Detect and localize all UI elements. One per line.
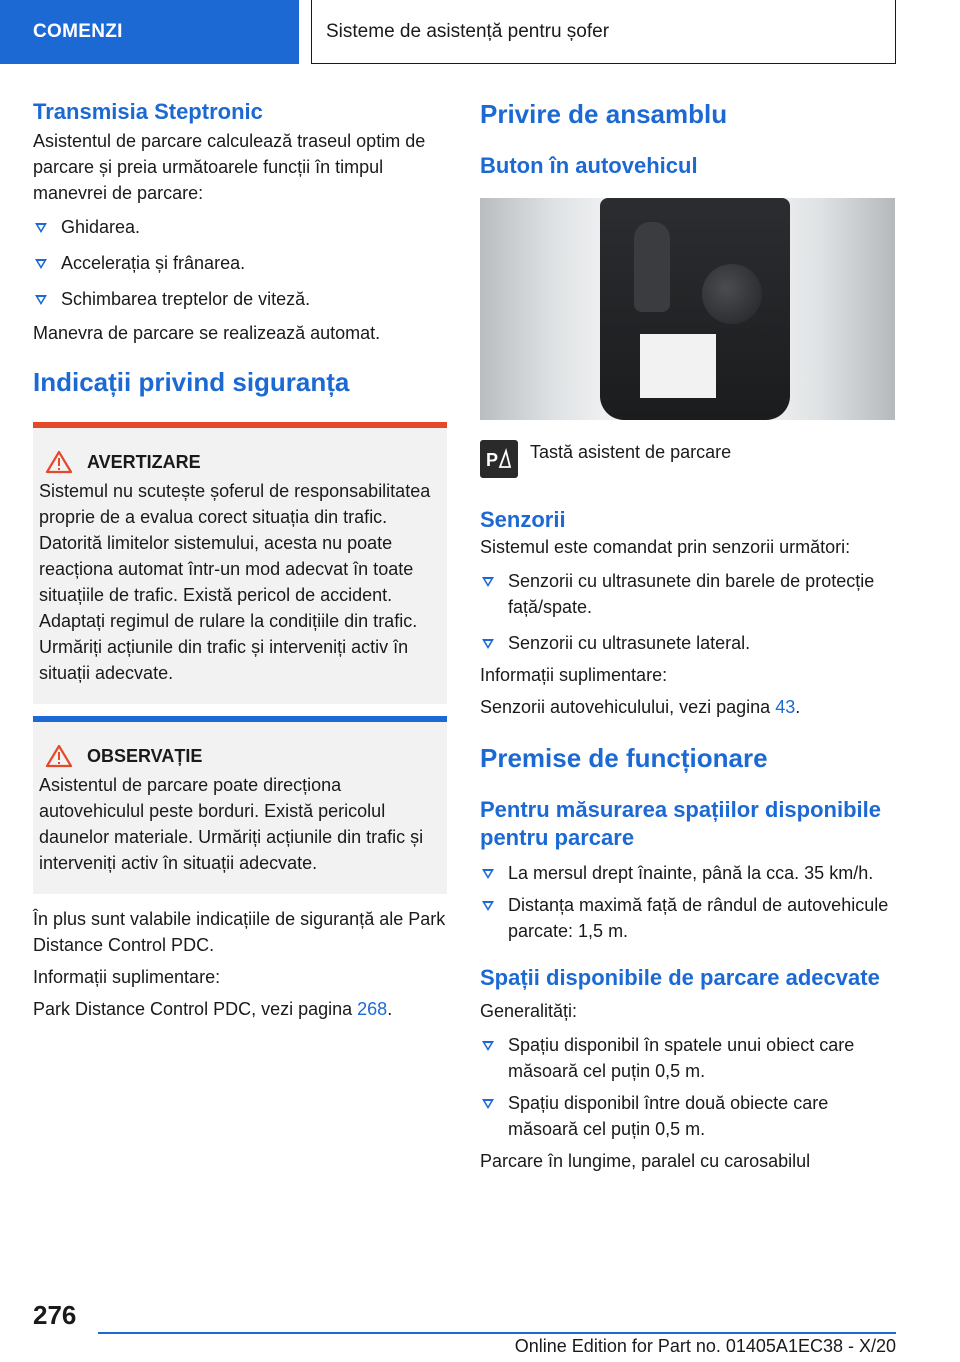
heading-sensors: Senzorii bbox=[480, 507, 566, 532]
console-photo bbox=[480, 198, 895, 420]
paragraph-pdc: În plus sunt valabile indicațiile de siguranță ale Park Distance Control PDC. bbox=[33, 909, 446, 955]
right-column bbox=[480, 98, 895, 1174]
paragraph-intro: Asistentul de parcare calculează traseul optim de parcare și preia următoarele funcții în timpul manevrei de parcare: bbox=[33, 131, 426, 203]
chapter-label: COMENZI bbox=[33, 21, 123, 42]
triangle-bullet-icon bbox=[482, 901, 494, 911]
edition-text: Online Edition for Part no. 01405A1EC38 - X/20 bbox=[514, 1336, 896, 1356]
center-console bbox=[600, 198, 790, 420]
list-item: Senzorii cu ultrasunete din barele de protecție față/spate. bbox=[480, 568, 895, 620]
page-reference: Park Distance Control PDC, vezi pagina 268. bbox=[33, 999, 393, 1019]
paragraph-parallel: Parcare în lungime, paralel cu carosabilul bbox=[480, 1151, 811, 1171]
triangle-bullet-icon bbox=[35, 259, 47, 269]
paragraph-info: Informații suplimentare: bbox=[33, 967, 221, 987]
svg-text:P: P bbox=[486, 450, 499, 470]
warning-triangle-icon bbox=[45, 450, 73, 474]
triangle-bullet-icon bbox=[482, 577, 494, 587]
note-box bbox=[33, 716, 447, 894]
left-column bbox=[33, 98, 447, 1022]
list-item: Spațiu disponibil în spatele unui obiect care măsoară cel puțin 0,5 m. bbox=[480, 1032, 895, 1084]
list-item: Senzorii cu ultrasunete lateral. bbox=[480, 630, 895, 656]
heading-premise: Premise de funcționare bbox=[480, 743, 768, 773]
measure-list bbox=[480, 860, 895, 944]
warning-box bbox=[33, 422, 447, 704]
list-item: Spațiu disponibil între două obiecte care măsoară cel puțin 0,5 m. bbox=[480, 1090, 895, 1142]
chapter-tab bbox=[0, 0, 299, 64]
note-text: Asistentul de parcare poate direcționa autovehiculul peste borduri. Există pericolul daunelor materiale. Urmăriți acțiunile din trafic și interveniți activ în situații adecvate. bbox=[39, 775, 424, 873]
heading-safety: Indicații privind siguranța bbox=[33, 367, 350, 397]
function-list bbox=[33, 214, 447, 312]
park-assist-icon bbox=[480, 440, 518, 478]
page-link[interactable]: 43 bbox=[775, 697, 796, 717]
heading-button: Buton în autovehicul bbox=[480, 153, 698, 178]
paragraph-info-r: Informații suplimentare: bbox=[480, 665, 668, 685]
paragraph-auto: Manevra de parcare se realizează automat. bbox=[33, 323, 381, 343]
triangle-bullet-icon bbox=[482, 639, 494, 649]
page-reference-r: Senzorii autovehiculului, vezi pagina 43. bbox=[480, 697, 801, 717]
triangle-bullet-icon bbox=[482, 1099, 494, 1109]
footer-rule bbox=[98, 1332, 896, 1334]
list-item: Accelerația și frânarea. bbox=[33, 250, 447, 276]
triangle-bullet-icon bbox=[35, 295, 47, 305]
list-item: Distanța maximă față de rândul de autovehicule parcate: 1,5 m. bbox=[480, 892, 895, 944]
page-link[interactable]: 268 bbox=[357, 999, 388, 1019]
warning-text: Sistemul nu scutește șoferul de responsabilitatea proprie de a evalua corect situația din trafic. Datorită limitelor sistemului, acesta nu poate reacționa automat într-un mod adecvat în toate situațiile de trafic. Există pericol de accident. Adaptați regimul de rulare la condițiile din trafic. Urmăriți acțiunile din trafic și interveniți activ în situații adecvate. bbox=[39, 481, 431, 683]
heading-spaces: Spații disponibile de parcare adecvate bbox=[480, 965, 880, 990]
sensor-list bbox=[480, 568, 895, 656]
heading-steptronic: Transmisia Steptronic bbox=[33, 99, 263, 124]
heading-overview: Privire de ansamblu bbox=[480, 99, 728, 129]
triangle-bullet-icon bbox=[35, 223, 47, 233]
paragraph-sensors: Sistemul este comandat prin senzorii următori: bbox=[480, 537, 851, 557]
list-item: La mersul drept înainte, până la cca. 35 km/h. bbox=[480, 860, 895, 886]
list-item: Ghidarea. bbox=[33, 214, 447, 240]
caption-text: Tastă asistent de parcare bbox=[530, 442, 732, 462]
warning-triangle-icon bbox=[45, 744, 73, 768]
section-header bbox=[311, 0, 896, 64]
caption-row bbox=[480, 440, 895, 478]
triangle-bullet-icon bbox=[482, 1041, 494, 1051]
list-item: Schimbarea treptelor de viteză. bbox=[33, 286, 447, 312]
heading-measure: Pentru măsurarea spațiilor disponibile pentru parcare bbox=[480, 797, 881, 850]
warning-title: AVERTIZARE bbox=[45, 450, 441, 474]
section-label: Sisteme de asistență pentru șofer bbox=[326, 20, 610, 42]
note-title: OBSERVAȚIE bbox=[45, 744, 441, 768]
space-list bbox=[480, 1032, 895, 1142]
highlight-pad bbox=[640, 334, 716, 398]
page-number: 276 bbox=[33, 1300, 77, 1330]
gear-lever bbox=[634, 222, 670, 312]
paragraph-general: Generalități: bbox=[480, 1001, 578, 1021]
triangle-bullet-icon bbox=[482, 869, 494, 879]
idrive-knob bbox=[702, 264, 762, 324]
